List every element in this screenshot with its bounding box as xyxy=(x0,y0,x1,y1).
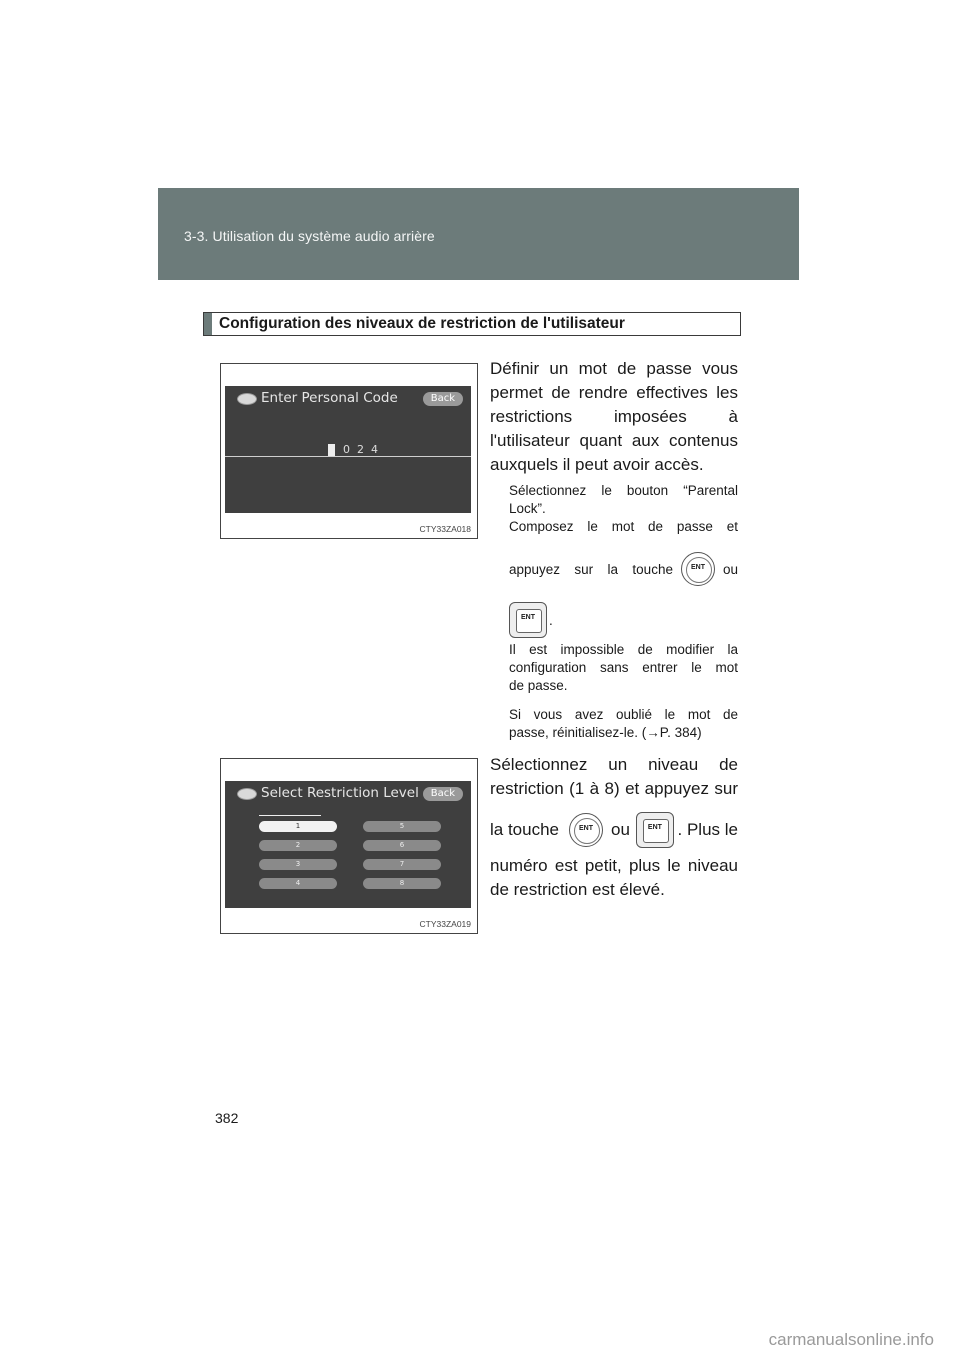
figure-code: CTY33ZA019 xyxy=(419,919,471,929)
text-line: appuyez sur la touche xyxy=(509,561,673,577)
intro-paragraph xyxy=(490,357,738,477)
text-line: la touche xyxy=(490,820,559,839)
step-2-line xyxy=(509,552,738,586)
personal-code-digits: 0 2 4 xyxy=(343,443,378,456)
step-1 xyxy=(509,482,738,536)
screen-title: Select Restriction Level xyxy=(261,785,419,801)
text-line: auxquels il peut avoir accès. xyxy=(490,455,704,474)
section-heading xyxy=(203,312,741,336)
text-line: Si vous avez oublié le mot de xyxy=(509,707,738,722)
text-line: Sélectionnez un niveau de xyxy=(490,755,738,774)
disc-icon xyxy=(237,393,257,405)
ent-knob-icon xyxy=(569,813,603,847)
watermark: carmanualsonline.info xyxy=(768,1330,934,1349)
text-line: ou xyxy=(722,561,738,577)
level-button-4[interactable]: 4 xyxy=(259,878,337,889)
screen-title: Enter Personal Code xyxy=(261,390,398,406)
figure-code: CTY33ZA018 xyxy=(419,524,471,534)
text-line: de restriction est élevé. xyxy=(490,880,665,899)
text-line: passe, réinitialisez-le. (→P. 384) xyxy=(509,725,702,740)
text-line: . Plus le xyxy=(677,820,738,839)
figure-restriction-level xyxy=(220,758,478,934)
level-button-3[interactable]: 3 xyxy=(259,859,337,870)
pad-inner xyxy=(643,819,669,843)
pad-inner xyxy=(516,609,542,633)
level-button-8[interactable]: 8 xyxy=(363,878,441,889)
text-line: Lock”. xyxy=(509,501,546,516)
enter-code-screen xyxy=(225,386,471,513)
page-number: 382 xyxy=(215,1110,239,1126)
heading-accent xyxy=(204,313,212,335)
level-button-5[interactable]: 5 xyxy=(363,821,441,832)
text-line: Définir un mot de passe vous xyxy=(490,359,738,378)
text-line: restriction (1 à 8) et appuyez sur xyxy=(490,779,738,798)
restriction-paragraph xyxy=(490,753,738,801)
back-button[interactable]: Back xyxy=(423,392,463,406)
back-button[interactable]: Back xyxy=(423,787,463,801)
step-2-end xyxy=(509,602,553,638)
text-line: numéro est petit, plus le niveau xyxy=(490,856,738,875)
text-line: Composez le mot de passe et xyxy=(509,519,738,534)
text-line: de passe. xyxy=(509,678,568,693)
ent-pad-icon xyxy=(636,812,674,848)
chapter-header xyxy=(158,188,799,280)
level-button-1[interactable]: 1 xyxy=(259,821,337,832)
text-line: l'utilisateur quant aux contenus xyxy=(490,431,738,450)
divider xyxy=(225,456,471,457)
divider xyxy=(259,815,321,816)
level-button-6[interactable]: 6 xyxy=(363,840,441,851)
ent-label: ENT xyxy=(647,824,662,831)
restriction-inline xyxy=(490,812,738,848)
level-button-7[interactable]: 7 xyxy=(363,859,441,870)
restriction-paragraph-end xyxy=(490,854,738,902)
ent-label: ENT xyxy=(690,564,705,571)
ent-label: ENT xyxy=(521,614,535,621)
text-line: ou xyxy=(611,820,630,839)
restriction-level-screen xyxy=(225,781,471,908)
ent-pad-icon xyxy=(509,602,547,638)
note-2 xyxy=(509,706,738,742)
text-line: Sélectionnez le bouton “Parental xyxy=(509,483,738,498)
text-line: permet de rendre effectives les xyxy=(490,383,738,402)
text-line: Il est impossible de modifier la xyxy=(509,642,738,657)
text-line: . xyxy=(549,612,553,628)
section-title: Configuration des niveaux de restriction de l'utilisateur xyxy=(219,315,625,332)
note-1 xyxy=(509,641,738,695)
text-line: restrictions imposées à xyxy=(490,407,738,426)
ent-label: ENT xyxy=(579,825,593,832)
figure-enter-code xyxy=(220,363,478,539)
breadcrumb: 3-3. Utilisation du système audio arrière xyxy=(184,228,435,244)
disc-icon xyxy=(237,788,257,800)
level-button-2[interactable]: 2 xyxy=(259,840,337,851)
text-line: configuration sans entrer le mot xyxy=(509,660,738,675)
code-cursor xyxy=(328,444,335,456)
ent-knob-icon xyxy=(681,552,715,586)
